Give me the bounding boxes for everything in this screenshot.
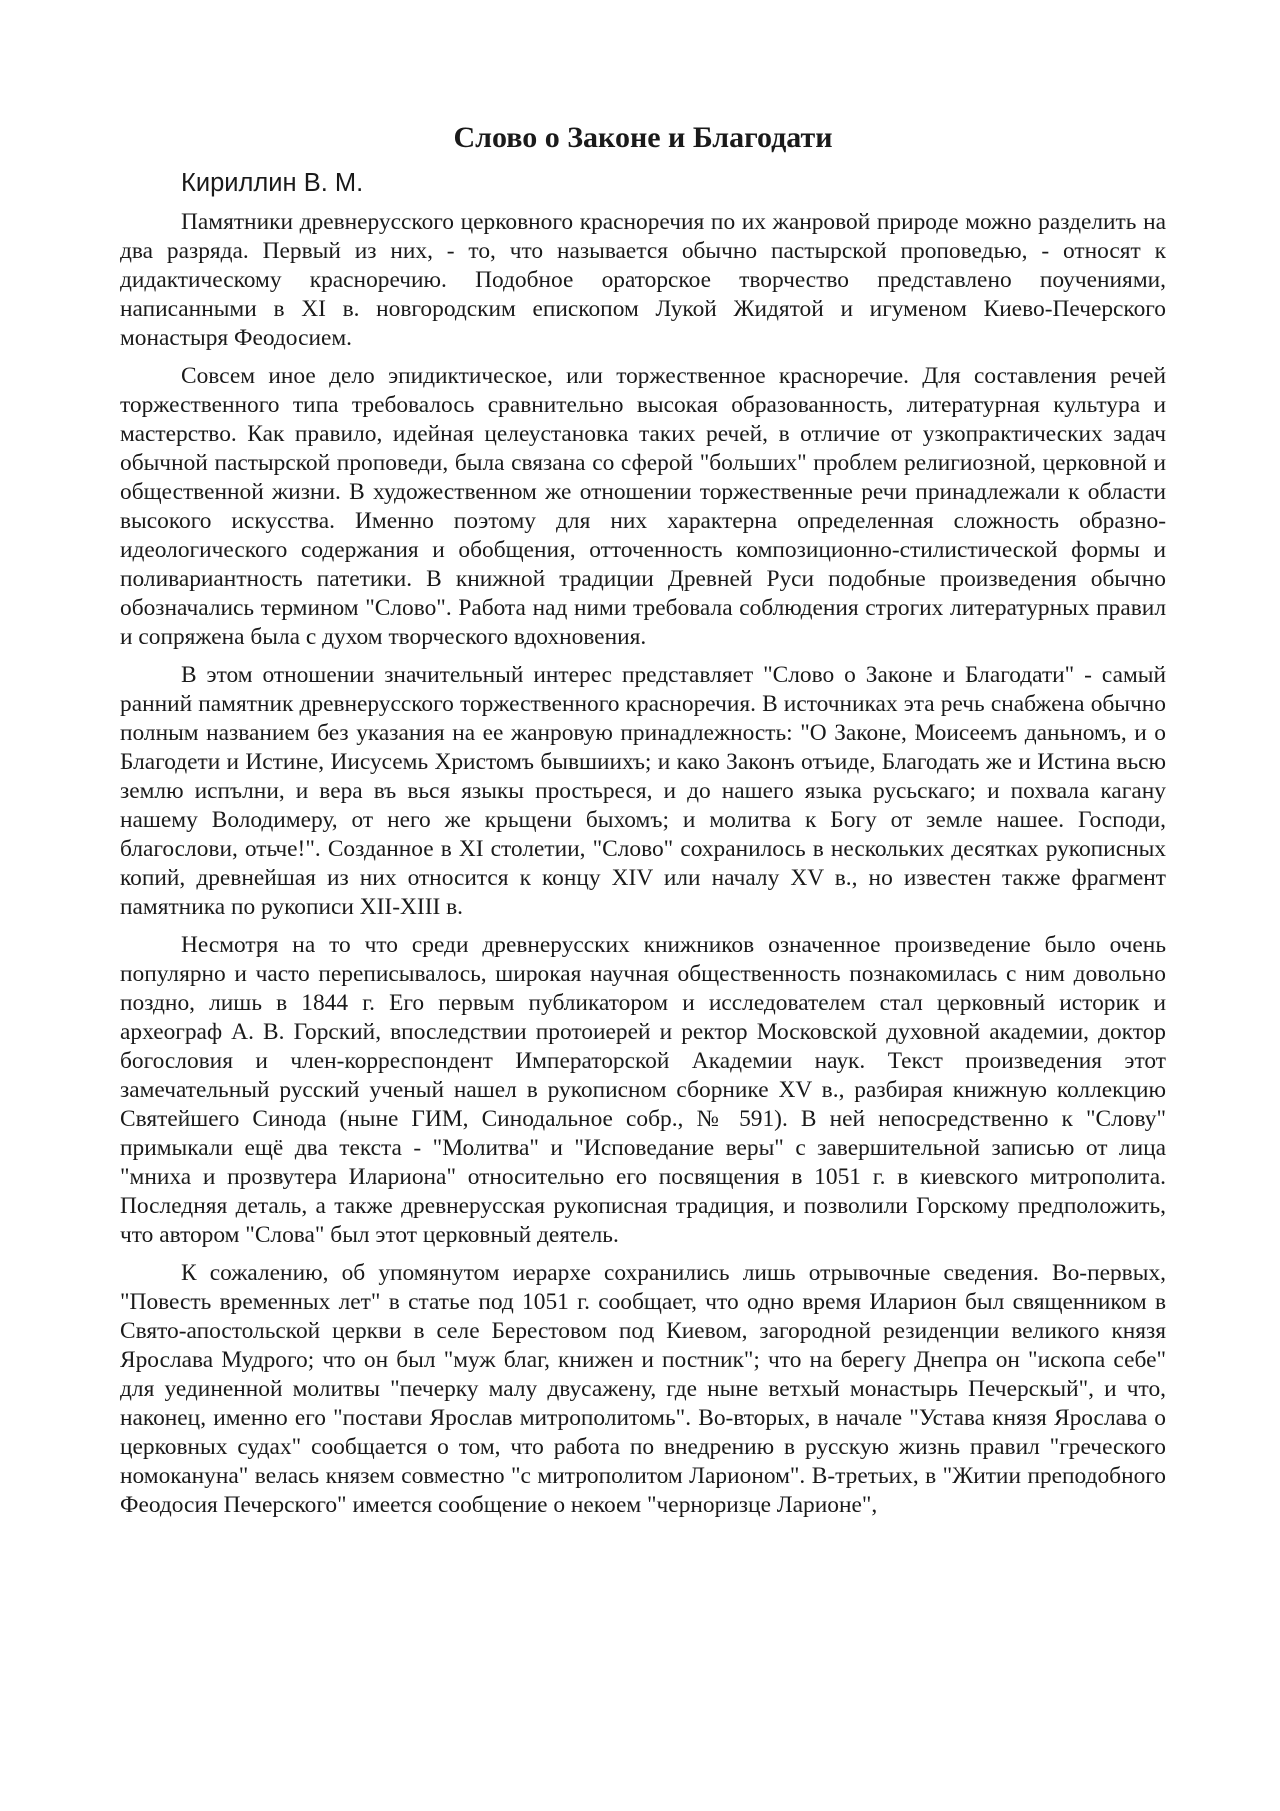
paragraph-4: Несмотря на то что среди древнерусских книжников означенное произведение было очень популярно и часто переписывалось, широкая научная общественность познакомилась с ним довольно поздно, лишь в 1844 г. Его первым публикатором и исследователем стал церковный историк и археограф А. В. Горский, впоследствии протоиерей и ректор Московской духовной академии, доктор богословия и член-корреспондент Императорской Академии наук. Текст произведения этот замечательный русский ученый нашел в рукописном сборнике XV в., разбирая книжную коллекцию Святейшего Синода (ныне ГИМ, Синодальное собр., № 591). В ней непосредственно к "Слову" примыкали ещё два текста - "Молитва" и "Исповедание веры" с завершительной записью от лица "мниха и прозвутера Илариона" относительно его посвящения в 1051 г. в киевского митрополита. Последняя деталь, а также древнерусская рукописная традиция, и позволили Горскому предположить, что автором "Слова" был этот церковный деятель. (120, 932, 1166, 1248)
paragraph-2: Совсем иное дело эпидиктическое, или торжественное красноречие. Для составления речей торжественного типа требовалось сравнительно высокая образованность, литературная культура и мастерство. Как правило, идейная целеустановка таких речей, в отличие от узкопрактических задач обычной пастырской проповеди, была связана со сферой "больших" проблем религиозной, церковной и общественной жизни. В художественном же отношении торжественные речи принадлежали к области высокого искусства. Именно поэтому для них характерна определенная сложность образно-идеологического содержания и обобщения, отточенность композиционно-стилистической формы и поливариантность патетики. В книжной традиции Древней Руси подобные произведения обычно обозначались термином "Слово". Работа над ними требовала соблюдения строгих литературных правил и сопряжена была с духом творческого вдохновения. (120, 363, 1166, 650)
document-page (120, 118, 1166, 1529)
paragraph-5: К сожалению, об упомянутом иерархе сохранились лишь отрывочные сведения. Во-первых, "Повесть временных лет" в статье под 1051 г. сообщает, что одно время Иларион был священником в Свято-апостольской церкви в селе Берестовом под Киевом, загородной резиденции великого князя Ярослава Мудрого; что он был "муж благ, книжен и постник"; что на берегу Днепра он "ископа себе" для уединенной молитвы "печерку малу двусажену, где ныне ветхый монастырь Печерскый", и что, наконец, именно его "постави Ярослав митрополитомь". Во-вторых, в начале "Устава князя Ярослава о церковных судах" сообщается о том, что работа по внедрению в русскую жизнь правил "греческого номокануна" велась князем совместно "с митрополитом Ларионом". В-третьих, в "Житии преподобного Феодосия Печерского" имеется сообщение о некоем "черноризце Ларионе", (120, 1260, 1166, 1518)
paragraph-1: Памятники древнерусского церковного красноречия по их жанровой природе можно разделить на два разряда. Первый из них, - то, что называется обычно пастырской проповедью, - относят к дидактическому красноречию. Подобное ораторское творчество представлено поучениями, написанными в XI в. новгородским епископом Лукой Жидятой и игуменом Киево-Печерского монастыря Феодосием. (120, 209, 1166, 351)
document-author: Кириллин В. М. (181, 169, 364, 197)
document-title: Слово о Законе и Благодати (453, 121, 833, 154)
paragraph-3: В этом отношении значительный интерес представляет "Слово о Законе и Благодати" - самый ранний памятник древнерусского торжественного красноречия. В источниках эта речь снабжена обычно полным названием без указания на ее жанровую принадлежность: "О Законе, Моисеемъ даньномъ, и о Благодети и Истине, Иисусемь Христомъ бывшиихъ; и како Законъ отъиде, Благодать же и Истина вьсю землю испълни, и вера въ вься языкы простьреся, и до нашего языка русьскаго; и похвала кагану нашему Володимеру, от него же крьщени быхомъ; и молитва к Богу от земле нашее. Господи, благослови, отьче!". Созданное в XI столетии, "Слово" сохранилось в нескольких десятках рукописных копий, древнейшая из них относится к концу XIV или началу XV в., но известен также фрагмент памятника по рукописи XII-XIII в. (120, 662, 1166, 920)
